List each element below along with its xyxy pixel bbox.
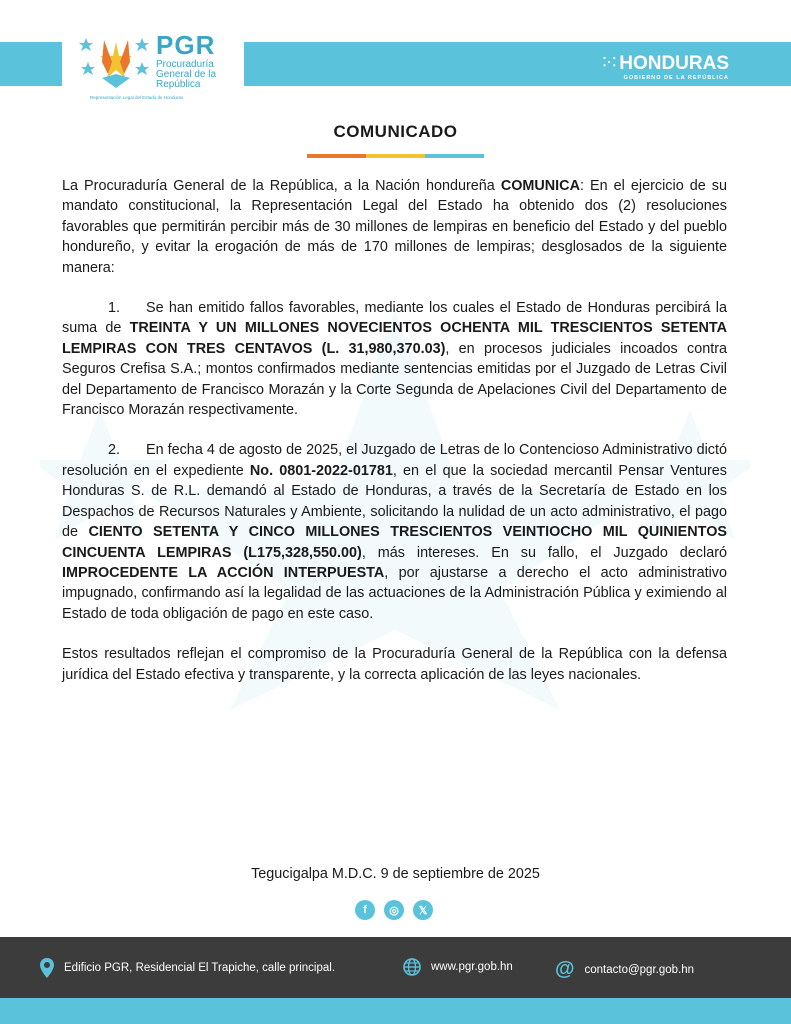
intro-text: La Procuraduría General de la República, a la Nación hondureña [62, 178, 501, 194]
x-icon[interactable] [413, 900, 433, 920]
item-2-text-rest: , por ajustarse a derecho el acto administrativo impugnado, confirmando así la legalidad de las actuaciones de la Administración Pública y eximiendo al Estado de toda obligación de pago en este caso. [62, 564, 727, 622]
email-link[interactable]: contacto@pgr.gob.hn [584, 963, 695, 976]
intro-paragraph [62, 176, 727, 278]
item-2-text: En fecha 4 de agosto de 2025, el Juzgado de Letras de lo Contencioso Administrativo dictó resolución en el expediente [62, 442, 727, 479]
at-sign-icon: @ [555, 958, 575, 980]
facebook-glyph: f [363, 904, 367, 916]
item-1-text: Se han emitido fallos favorables, mediante los cuales el Estado de Honduras percibirá la suma de [62, 300, 727, 337]
logo-tagline: Representación Legal del Estado de Honduras [90, 95, 184, 100]
pgr-stars-logo [78, 34, 154, 90]
website-link[interactable]: www.pgr.gob.hn [431, 961, 513, 973]
x-glyph: 𝕏 [418, 904, 428, 917]
intro-text-rest: : En el ejercicio de su mandato constitucional, la Representación Legal del Estado ha obtenido dos (2) resoluciones favorables que permitirán percibir más de 30 millones de lempiras en beneficio del Estado y del pueblo hondureño, y evitar la erogación de más de 170 millones de lempiras; desglosados de la siguiente manera: [62, 178, 727, 276]
title-bar-yellow [366, 154, 425, 158]
item-2-case-number: No. 0801-2022-01781 [249, 462, 393, 479]
item-1-text-rest: , en procesos judiciales incoados contra Seguros Crefisa S.A.; montos confirmados mediante sentencias emitidas por el Juzgado de Letras Civil del Departamento de Francisco Morazán y la Corte Segunda de Apelaciones Civil del Departamento de Francisco Morazán respectivamente. [62, 340, 727, 419]
item-2-number: 2. [108, 442, 121, 459]
instagram-glyph: ◎ [389, 904, 399, 917]
logo-name: Procuraduría General de la República [156, 59, 217, 90]
social-links [355, 900, 433, 920]
item-2-text-b: , en el que la sociedad mercantil Pensar Ventures Honduras S. de R.L. demandó al Estado de Honduras, a través de la Secretaría de Estado en los Despachos de Recursos Naturales y Ambiente, solicitando la nulidad de un acto administrativo, el pago de [62, 462, 727, 541]
location-pin-icon [40, 958, 54, 978]
pgr-logo [62, 22, 244, 104]
country-name: HONDURAS [619, 53, 729, 74]
logo-acronym: PGR [156, 30, 216, 60]
item-2-ruling: IMPROCEDENTE LA ACCIÓN INTERPUESTA [62, 564, 385, 581]
item-1-amount: TREINTA Y UN MILLONES NOVECIENTOS OCHENTA MIL TRESCIENTOS SETENTA LEMPIRAS CON TRES CENTAVOS (L. 31,980,370.03) [62, 320, 727, 357]
footer-email[interactable] [555, 958, 694, 981]
item-1-number: 1. [108, 300, 121, 317]
closing-paragraph: Estos resultados reflejan el compromiso de la Procuraduría General de la República con la defensa jurídica del Estado efectiva y transparente, y la correcta aplicación de las leyes nacionales. [62, 646, 727, 683]
document-title: COMUNICADO [333, 122, 458, 141]
item-2-text-c: , más intereses. En su fallo, el Juzgado declaró [361, 544, 727, 561]
item-2-amount: CIENTO SETENTA Y CINCO MILLONES TRESCIENTOS VEINTIOCHO MIL QUINIENTOS CINCUENTA LEMPIRAS (L175,328,550.00) [62, 524, 727, 561]
title-bar-orange [307, 154, 366, 158]
footer-stripe [0, 998, 791, 1024]
honduras-wordmark [603, 52, 729, 74]
document-body [62, 176, 727, 685]
footer-address [40, 958, 335, 978]
intro-bold: COMUNICA [500, 178, 580, 194]
item-1-paragraph [62, 298, 727, 420]
globe-icon [403, 958, 421, 976]
government-label: GOBIERNO DE LA REPÚBLICA [623, 75, 729, 81]
place-date: Tegucigalpa M.D.C. 9 de septiembre de 2025 [251, 866, 540, 882]
facebook-icon[interactable] [355, 900, 375, 920]
instagram-icon[interactable] [384, 900, 404, 920]
item-2-paragraph [62, 440, 727, 624]
footer-website[interactable] [403, 958, 513, 976]
address-text: Edificio PGR, Residencial El Trapiche, calle principal. [64, 962, 336, 974]
honduras-government-logo [603, 52, 729, 81]
title-bar-blue [425, 154, 484, 158]
honduras-stars-icon: ⁚·⁚ [602, 55, 618, 69]
